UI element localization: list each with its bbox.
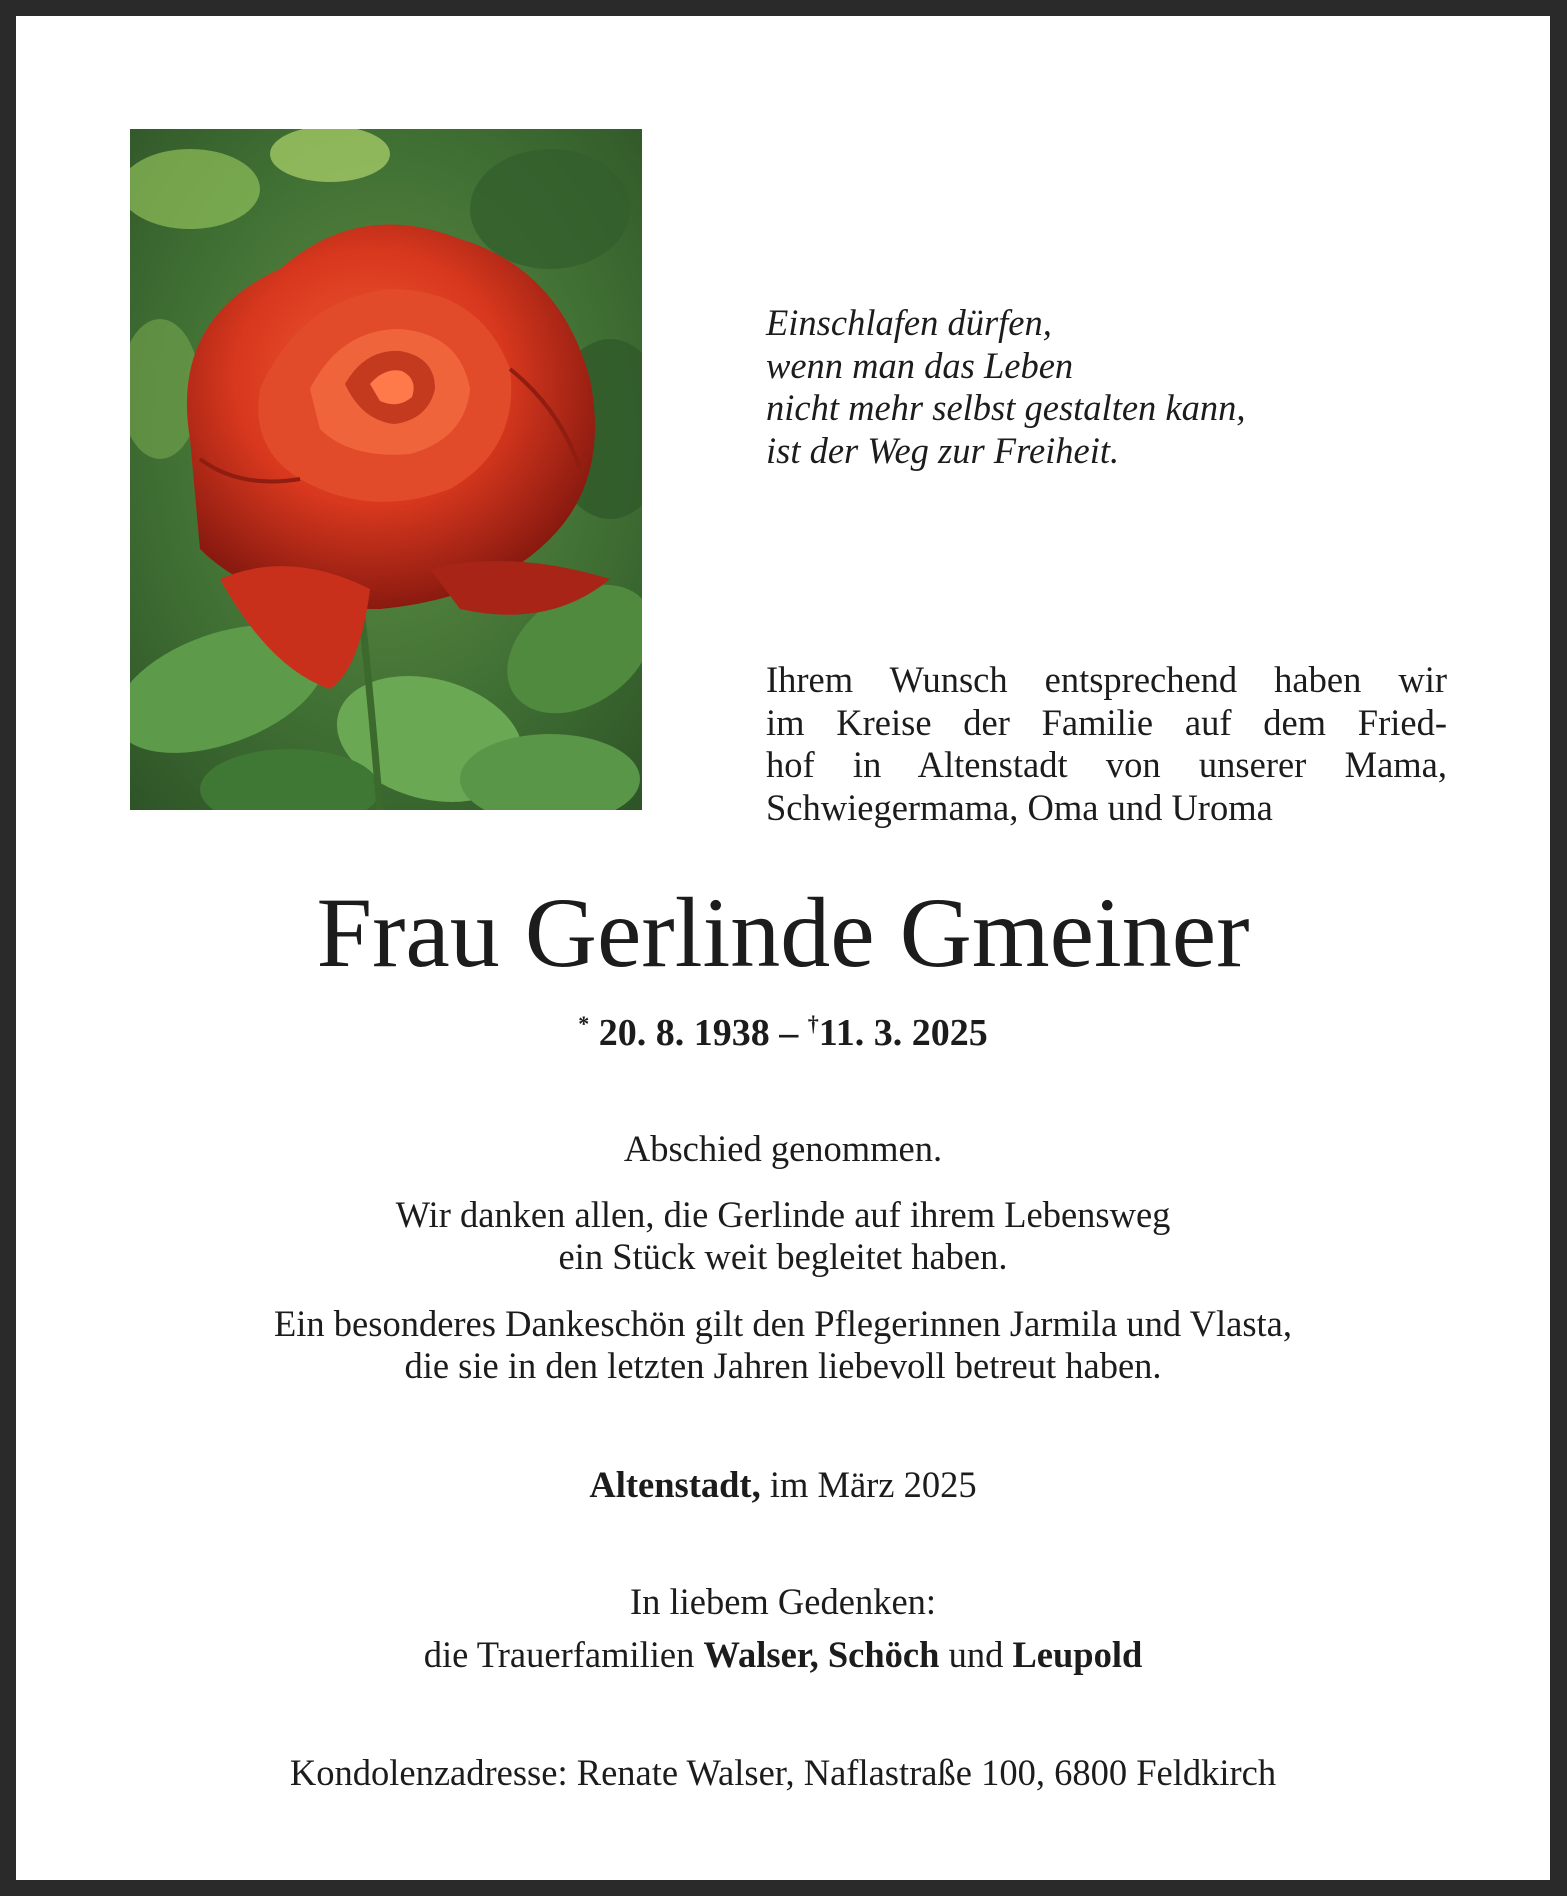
memory-families [16,1634,1550,1676]
poem [766,302,1506,472]
families-conj: und [948,1634,1004,1675]
intro-line: im Kreise der Familie auf dem Fried- [766,701,1447,743]
thanks-line-2: ein Stück weit begleitet haben. [558,1236,1008,1277]
intro-paragraph [766,659,1447,829]
intro-line: Schwiegermama, Oma und Uroma [766,786,1273,828]
farewell-text: Abschied genommen. [623,1128,943,1169]
rose-photo [130,129,642,810]
poem-line: wenn man das Leben [766,344,1074,386]
poem-line: Einschlafen dürfen, [766,302,1052,343]
special-thanks-line-2: die sie in den letzten Jahren liebevoll betreut haben. [404,1345,1162,1386]
intro-line: Ihrem Wunsch entsprechend haben wir [766,659,1447,700]
deceased-name: Frau Gerlinde Gmeiner [316,877,1250,988]
birth-date: 20. 8. 1938 [598,1012,770,1054]
death-date: 11. 3. 2025 [818,1012,988,1054]
thanks-line-1: Wir danken allen, die Gerlinde auf ihrem Lebensweg [395,1194,1171,1235]
family-walser: Walser, [703,1634,819,1675]
families-prefix: die Trauerfamilien [423,1634,695,1675]
place-date [16,1464,1550,1506]
life-dates [16,1010,1550,1056]
condolence-address: Kondolenzadresse: Renate Walser, Naflastraße 100, 6800 Feldkirch [289,1752,1277,1793]
memory-line-1: In liebem Gedenken: [629,1581,937,1622]
family-schoech: Schöch [827,1634,940,1675]
poem-line: nicht mehr selbst gestalten kann, [766,387,1246,428]
date: im März 2025 [769,1464,977,1505]
rose-image [130,129,642,810]
date-separator: – [779,1012,799,1054]
place: Altenstadt, [589,1464,761,1505]
poem-line: ist der Weg zur Freiheit. [766,429,1120,471]
family-leupold: Leupold [1012,1634,1143,1675]
intro-line: hof in Altenstadt von unserer Mama, [766,744,1447,785]
birth-symbol: * [578,1011,590,1036]
death-symbol: † [807,1011,819,1036]
special-thanks-line-1: Ein besonderes Dankeschön gilt den Pflegerinnen Jarmila und Vlasta, [273,1303,1293,1344]
obituary-sheet [16,16,1550,1880]
